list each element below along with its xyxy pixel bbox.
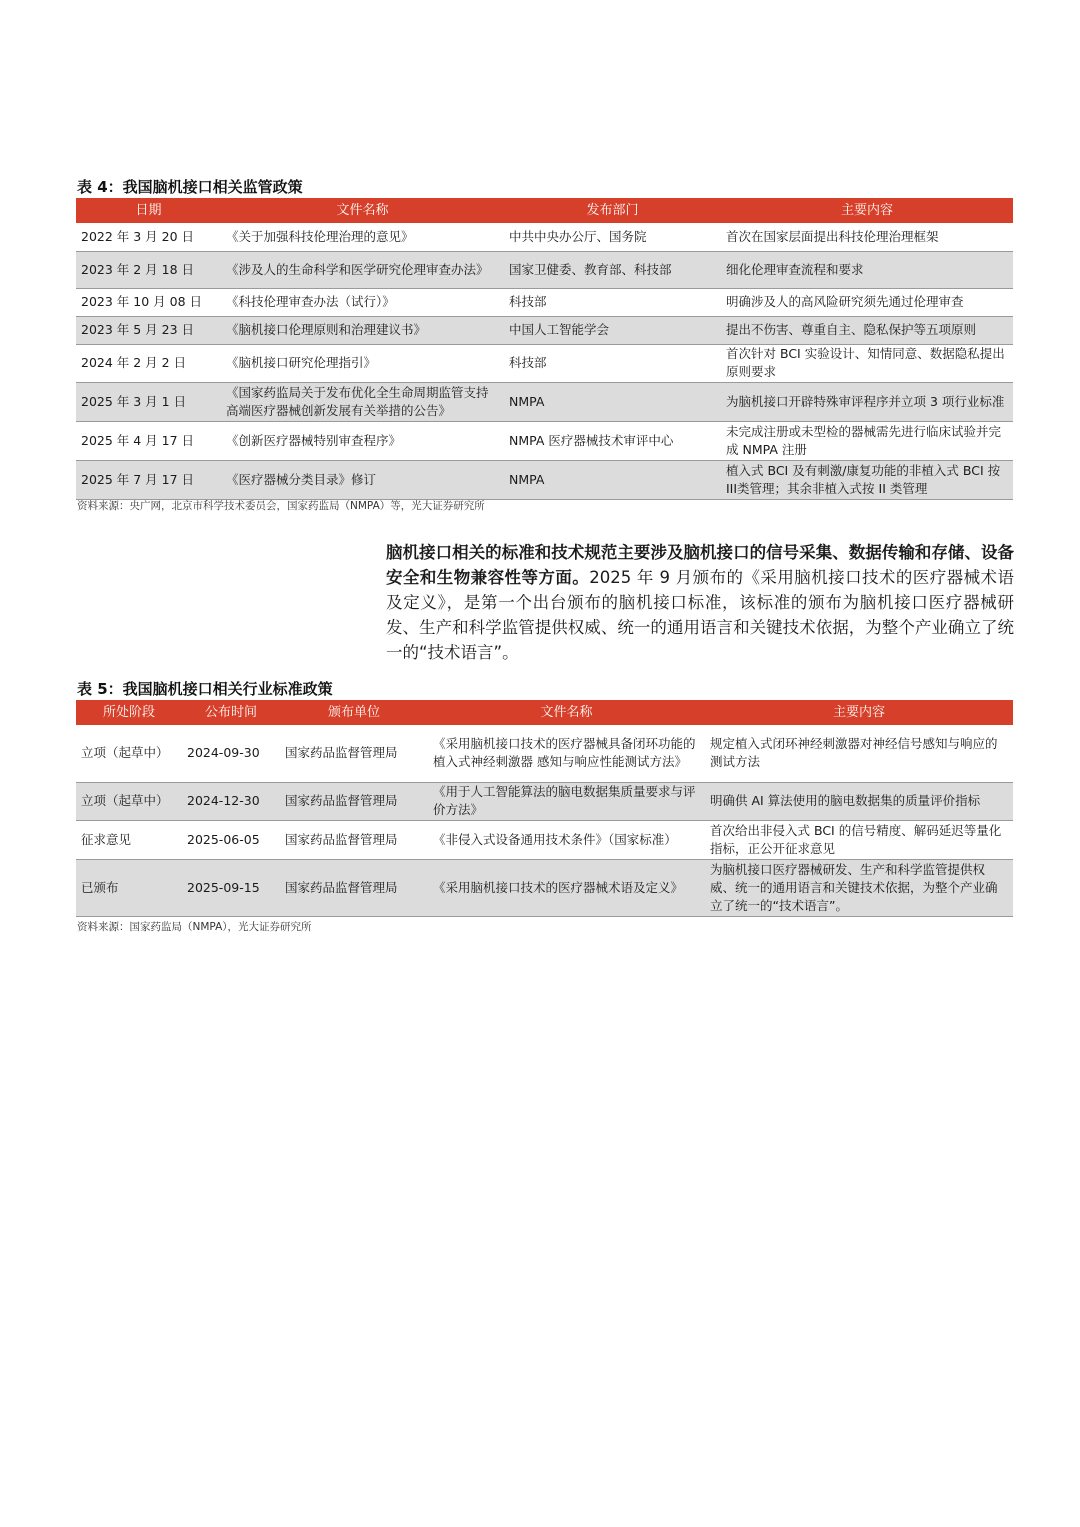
document-cell: 《国家药监局关于发布优化全生命周期监管支持高端医疗器械创新发展有关举措的公告》 (221, 382, 504, 421)
document-cell: 《涉及人的生命科学和医学研究伦理审查办法》 (221, 251, 504, 288)
column-header: 文件名称 (428, 700, 705, 725)
content-cell: 为脑机接口医疗器械研发、生产和科学监管提供权威、统一的通用语言和关键技术依据，为整个产业确立了统一的“技术语言”。 (705, 859, 1013, 916)
issuer-cell: 国家药品监督管理局 (280, 782, 428, 820)
table-row (76, 251, 1013, 288)
table-row (76, 725, 1013, 782)
table-row (76, 288, 1013, 316)
date-cell: 2024-12-30 (182, 782, 280, 820)
column-header: 发布部门 (504, 198, 721, 223)
column-header: 颁布单位 (280, 700, 428, 725)
date-cell: 2025 年 4 月 17 日 (76, 421, 221, 460)
issuer-cell: 国家药品监督管理局 (280, 725, 428, 782)
content-cell: 细化伦理审查流程和要求 (721, 251, 1013, 288)
date-cell: 2023 年 2 月 18 日 (76, 251, 221, 288)
date-cell: 2022 年 3 月 20 日 (76, 223, 221, 251)
table5 (76, 700, 1013, 917)
table4-source: 资料来源：央广网，北京市科学技术委员会，国家药监局（NMPA）等，光大证券研究所 (77, 500, 485, 512)
document-cell: 《用于人工智能算法的脑电数据集质量要求与评价方法》 (428, 782, 705, 820)
table-row (76, 460, 1013, 499)
date-cell: 2023 年 5 月 23 日 (76, 316, 221, 344)
date-cell: 2025-06-05 (182, 820, 280, 859)
date-cell: 2023 年 10 月 08 日 (76, 288, 221, 316)
table-row (76, 820, 1013, 859)
paragraph-lead: 脑机接口相关的标准和技术规范主要涉及脑机接口的信号采集、数据传输和存储、设备安全和生物兼容性等方面。 (386, 543, 1014, 587)
document-cell: 《脑机接口伦理原则和治理建议书》 (221, 316, 504, 344)
body-paragraph (386, 540, 1014, 665)
department-cell: NMPA (504, 382, 721, 421)
table5-source: 资料来源：国家药监局（NMPA），光大证券研究所 (77, 921, 312, 933)
department-cell: NMPA (504, 460, 721, 499)
table4-title: 表 4：我国脑机接口相关监管政策 (77, 178, 303, 196)
content-cell: 未完成注册或未型检的器械需先进行临床试验并完成 NMPA 注册 (721, 421, 1013, 460)
table-row (76, 782, 1013, 820)
table-row (76, 421, 1013, 460)
department-cell: 中国人工智能学会 (504, 316, 721, 344)
stage-cell: 立项（起草中） (76, 782, 182, 820)
department-cell: 科技部 (504, 288, 721, 316)
column-header: 主要内容 (721, 198, 1013, 223)
document-cell: 《脑机接口研究伦理指引》 (221, 344, 504, 382)
content-cell: 明确供 AI 算法使用的脑电数据集的质量评价指标 (705, 782, 1013, 820)
date-cell: 2024 年 2 月 2 日 (76, 344, 221, 382)
document-cell: 《医疗器械分类目录》修订 (221, 460, 504, 499)
content-cell: 明确涉及人的高风险研究须先通过伦理审查 (721, 288, 1013, 316)
column-header: 主要内容 (705, 700, 1013, 725)
content-cell: 植入式 BCI 及有刺激/康复功能的非植入式 BCI 按III类管理；其余非植入式按 II 类管理 (721, 460, 1013, 499)
stage-cell: 征求意见 (76, 820, 182, 859)
stage-cell: 已颁布 (76, 859, 182, 916)
column-header: 日期 (76, 198, 221, 223)
document-cell: 《非侵入式设备通用技术条件》（国家标准） (428, 820, 705, 859)
column-header: 所处阶段 (76, 700, 182, 725)
content-cell: 首次针对 BCI 实验设计、知情同意、数据隐私提出原则要求 (721, 344, 1013, 382)
document-cell: 《创新医疗器械特别审查程序》 (221, 421, 504, 460)
document-cell: 《科技伦理审查办法（试行）》 (221, 288, 504, 316)
table5-title: 表 5：我国脑机接口相关行业标准政策 (77, 680, 333, 698)
date-cell: 2025 年 3 月 1 日 (76, 382, 221, 421)
table-row (76, 344, 1013, 382)
department-cell: 国家卫健委、教育部、科技部 (504, 251, 721, 288)
content-cell: 提出不伤害、尊重自主、隐私保护等五项原则 (721, 316, 1013, 344)
department-cell: 科技部 (504, 344, 721, 382)
department-cell: 中共中央办公厅、国务院 (504, 223, 721, 251)
table-row (76, 859, 1013, 916)
date-cell: 2025-09-15 (182, 859, 280, 916)
table-row (76, 223, 1013, 251)
table-row (76, 382, 1013, 421)
column-header: 文件名称 (221, 198, 504, 223)
table-row (76, 316, 1013, 344)
date-cell: 2025 年 7 月 17 日 (76, 460, 221, 499)
table4 (76, 198, 1013, 500)
content-cell: 规定植入式闭环神经刺激器对神经信号感知与响应的测试方法 (705, 725, 1013, 782)
table4-header-row (76, 198, 1013, 223)
document-cell: 《采用脑机接口技术的医疗器械具备闭环功能的植入式神经刺激器 感知与响应性能测试方法》 (428, 725, 705, 782)
column-header: 公布时间 (182, 700, 280, 725)
paragraph-body: 2025 年 9 月颁布的《采用脑机接口技术的医疗器械术语及定义》，是第一个出台颁布的脑机接口标准，该标准的颁布为脑机接口医疗器械研发、生产和科学监管提供权威、统一的通用语言和关键技术依据，为整个产业确立了统一的“技术语言”。 (386, 568, 1014, 662)
department-cell: NMPA 医疗器械技术审评中心 (504, 421, 721, 460)
issuer-cell: 国家药品监督管理局 (280, 859, 428, 916)
content-cell: 首次在国家层面提出科技伦理治理框架 (721, 223, 1013, 251)
table5-header-row (76, 700, 1013, 725)
issuer-cell: 国家药品监督管理局 (280, 820, 428, 859)
content-cell: 首次给出非侵入式 BCI 的信号精度、解码延迟等量化指标，正公开征求意见 (705, 820, 1013, 859)
stage-cell: 立项（起草中） (76, 725, 182, 782)
content-cell: 为脑机接口开辟特殊审评程序并立项 3 项行业标准 (721, 382, 1013, 421)
document-cell: 《关于加强科技伦理治理的意见》 (221, 223, 504, 251)
date-cell: 2024-09-30 (182, 725, 280, 782)
document-cell: 《采用脑机接口技术的医疗器械术语及定义》 (428, 859, 705, 916)
